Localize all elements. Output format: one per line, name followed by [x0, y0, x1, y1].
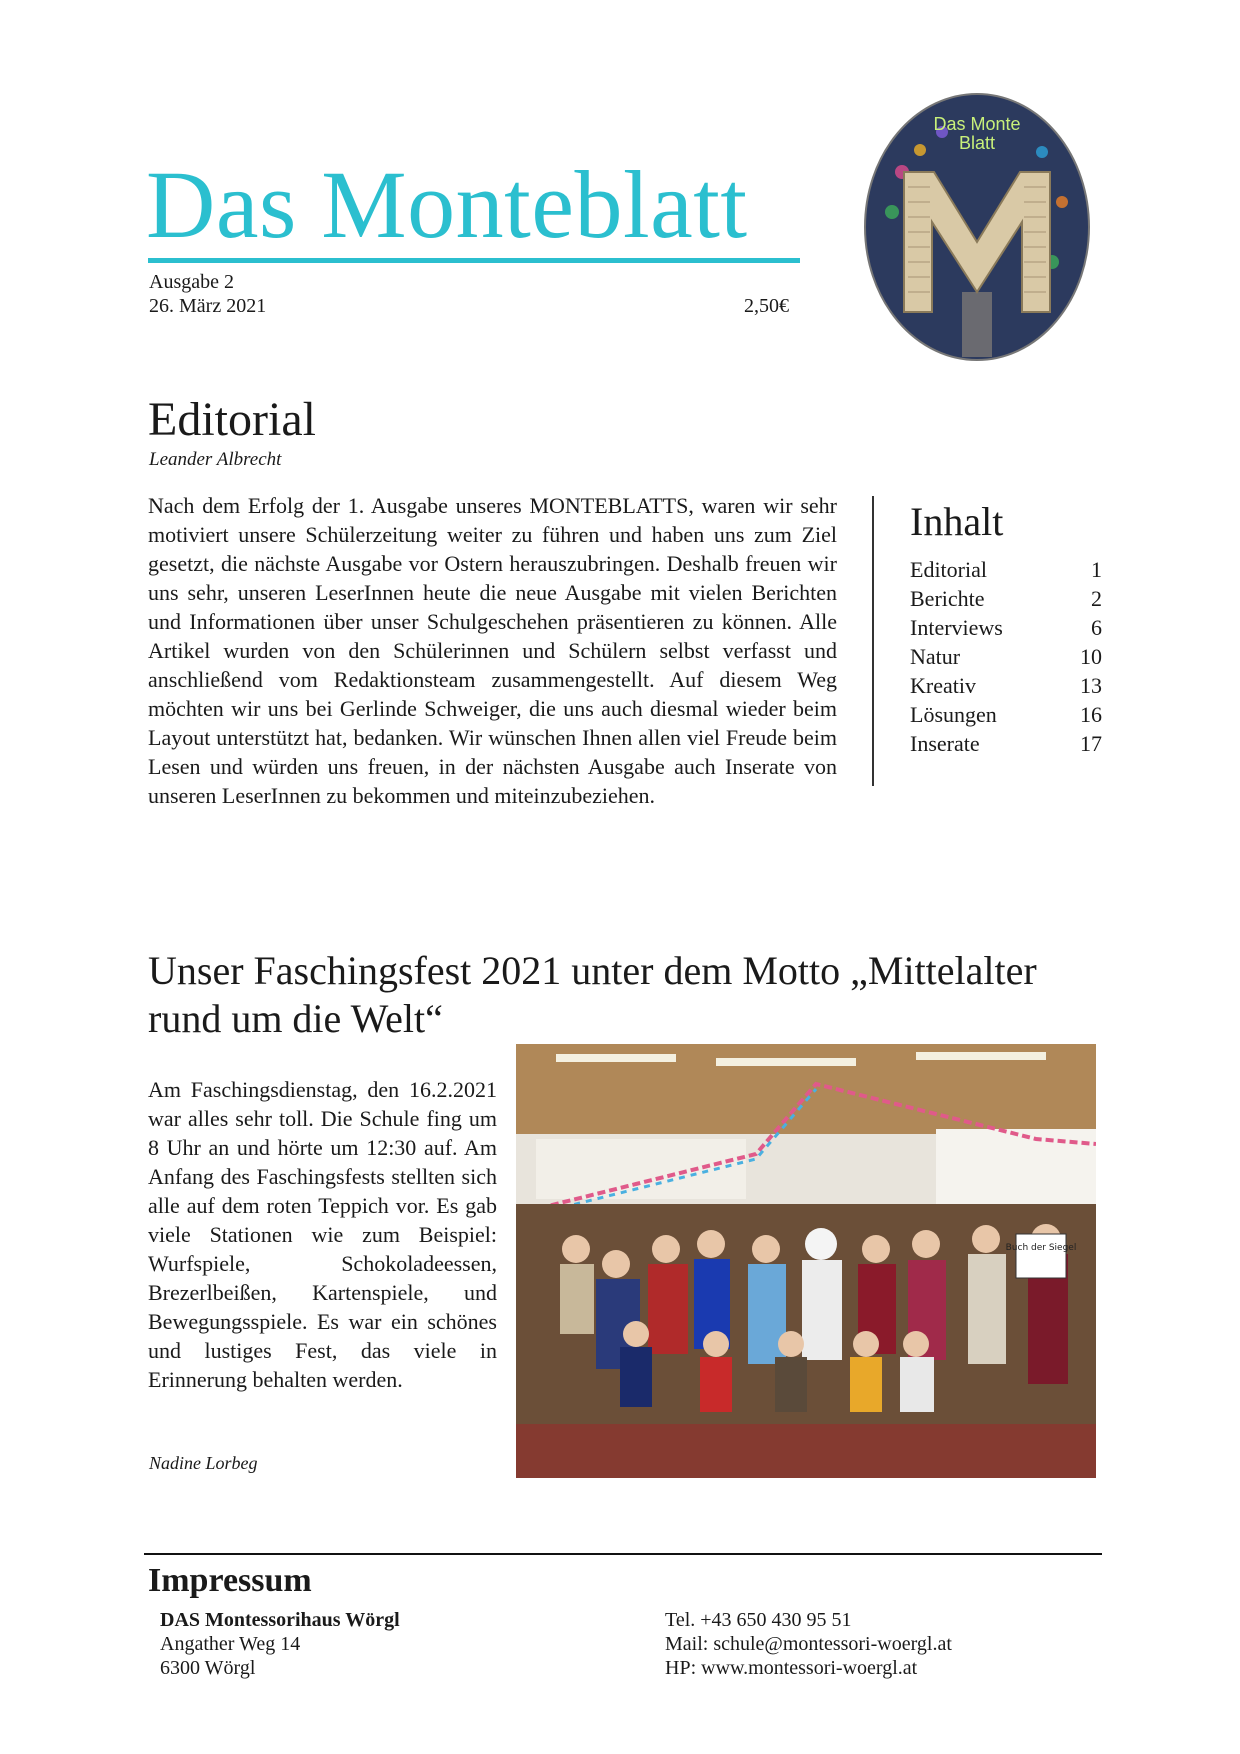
photo-sign-text: Buch der Siegel: [1005, 1243, 1077, 1253]
toc-item-page: 16: [1080, 702, 1102, 727]
impressum-heading: Impressum: [148, 1562, 312, 1599]
toc-item-page: 10: [1080, 644, 1102, 669]
article-heading: Unser Faschingsfest 2021 unter dem Motto „Mittelalter rund um die Welt“: [148, 948, 1037, 1041]
toc-item[interactable]: [910, 729, 1102, 758]
logo-text-line2: Blatt: [958, 133, 996, 153]
masthead-underline: [148, 258, 800, 263]
toc-item-label: Kreativ: [910, 673, 976, 698]
toc-item[interactable]: [910, 555, 1102, 584]
toc-item[interactable]: [910, 584, 1102, 613]
masthead-title: Das Monteblatt: [146, 151, 748, 258]
impressum-street: Angather Weg 14: [160, 1633, 301, 1655]
monteblatt-logo: [862, 92, 1092, 362]
table-of-contents: [910, 555, 1102, 758]
editorial-body: Nach dem Erfolg der 1. Ausgabe unseres MONTEBLATTS, waren wir sehr motiviert unsere Schülerzeitung weiter zu führen und haben uns zum Ziel gesetzt, die nächste Ausgabe vor Ostern herauszubringen. Deshalb freuen wir uns sehr, unseren LeserInnen heute die neue Ausgabe mit vielen Berichten und Informationen über unser Schulgeschehen präsentieren zu können. Alle Artikel wurden von den Schülerinnen und Schülern selbst verfasst und anschließend vom Redaktionsteam zusammengestellt. Auf diesem Weg möchten wir uns bei Gerlinde Schweiger, die uns auch diesmal wieder beim Layout unterstützt hat, bedanken. Wir wünschen Ihnen allen viel Freude beim Lesen und würden uns freuen, in der nächsten Ausgabe auch Inserate von unseren LeserInnen zu bekommen und miteinzubeziehen.: [148, 493, 837, 808]
issue-date: 26. März 2021: [149, 295, 267, 317]
toc-item-label: Natur: [910, 644, 961, 669]
impressum-rule: [144, 1553, 1102, 1555]
toc-item-label: Lösungen: [910, 702, 997, 727]
issue-price: 2,50€: [744, 295, 789, 317]
article-author: Nadine Lorbeg: [149, 1453, 258, 1473]
toc-item-label: Interviews: [910, 615, 1003, 640]
editorial-author: Leander Albrecht: [149, 449, 282, 470]
toc-item-page: 1: [1091, 557, 1102, 582]
toc-item-page: 13: [1080, 673, 1102, 698]
toc-item-page: 2: [1091, 586, 1102, 611]
toc-divider: [872, 496, 874, 786]
toc-item-page: 6: [1091, 615, 1102, 640]
impressum-homepage[interactable]: HP: www.montessori-woergl.at: [665, 1657, 918, 1679]
toc-item-label: Inserate: [910, 731, 980, 756]
impressum-city: 6300 Wörgl: [160, 1657, 256, 1679]
article-body: Am Faschingsdienstag, den 16.2.2021 war alles sehr toll. Die Schule fing um 8 Uhr an und hörte um 12:30 auf. Am Anfang des Faschingsfests stellten sich alle auf dem roten Teppich vor. Es gab viele Stationen wie zum Beispiel: Wurfspiele, Schokoladeessen, Brezerlbeißen, Kartenspiele, und Bewegungsspiele. Es war ein schönes und lustiges Fest, das viele in Erinnerung behalten werden.: [148, 1077, 497, 1392]
editorial-heading: Editorial: [148, 393, 316, 446]
impressum-phone[interactable]: Tel. +43 650 430 95 51: [665, 1609, 852, 1631]
toc-item-page: 17: [1080, 731, 1102, 756]
logo-letter: M: [976, 354, 978, 355]
toc-item[interactable]: [910, 700, 1102, 729]
impressum-email[interactable]: Mail: schule@montessori-woergl.at: [665, 1633, 952, 1655]
toc-item[interactable]: [910, 642, 1102, 671]
issue-number: Ausgabe 2: [149, 271, 234, 293]
toc-item-label: Berichte: [910, 586, 985, 611]
logo-text-line1: Das Monte: [933, 114, 1021, 134]
impressum-org-name: DAS Montessorihaus Wörgl: [160, 1609, 400, 1631]
toc-item-label: Editorial: [910, 557, 987, 582]
carnival-group-photo: [516, 1044, 1096, 1478]
toc-item[interactable]: [910, 613, 1102, 642]
toc-heading: Inhalt: [910, 499, 1004, 544]
toc-item[interactable]: [910, 671, 1102, 700]
